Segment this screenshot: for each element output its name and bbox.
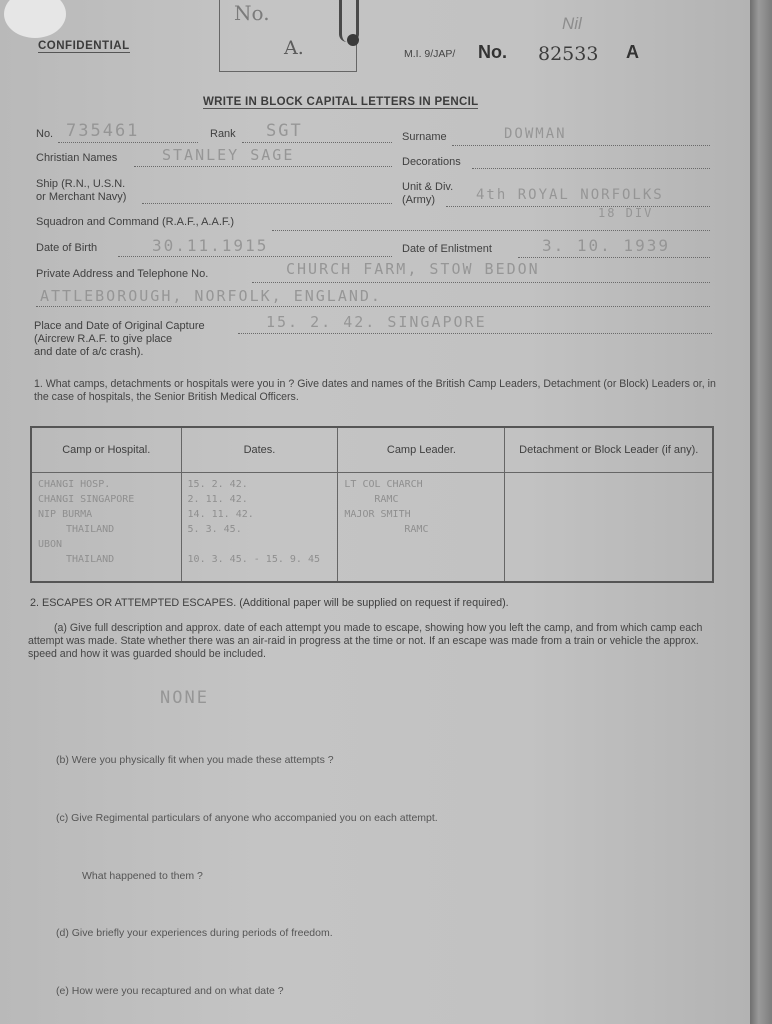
dob-label: Date of Birth bbox=[36, 242, 98, 254]
no-label: No. bbox=[36, 128, 54, 140]
surname-line bbox=[452, 145, 710, 146]
enlistment-line bbox=[518, 257, 710, 258]
ship-label-2: or Merchant Navy) bbox=[36, 191, 127, 203]
christian-names-value[interactable]: STANLEY SAGE bbox=[162, 146, 295, 164]
enlistment-label: Date of Enlistment bbox=[402, 243, 492, 255]
camps-table-header bbox=[31, 427, 713, 473]
rank-label: Rank bbox=[210, 128, 236, 140]
col-detachment-header: Detachment or Block Leader (if any). bbox=[505, 427, 713, 473]
dob-line bbox=[118, 256, 392, 257]
dob-value[interactable]: 30.11.1915 bbox=[152, 236, 269, 255]
decorations-label: Decorations bbox=[402, 156, 461, 168]
serial-suffix: A bbox=[626, 42, 639, 62]
capture-label-3: and date of a/c crash). bbox=[34, 346, 144, 358]
col-dates-header: Dates. bbox=[181, 427, 338, 473]
unit-label-2: (Army) bbox=[402, 194, 435, 206]
decorations-line bbox=[472, 168, 710, 169]
address-label: Private Address and Telephone No. bbox=[36, 268, 209, 280]
page-edge bbox=[750, 0, 772, 1024]
unit-value-2[interactable]: 18 DIV bbox=[598, 206, 654, 220]
ship-label-1: Ship (R.N., U.S.N. bbox=[36, 178, 126, 190]
capture-line bbox=[238, 333, 712, 334]
squadron-line bbox=[272, 230, 710, 231]
col-camp-header: Camp or Hospital. bbox=[31, 427, 181, 473]
confidential-label: CONFIDENTIAL bbox=[38, 40, 130, 52]
capture-label-2: (Aircrew R.A.F. to give place bbox=[34, 333, 173, 345]
leader-cell[interactable]: LT COL CHARCH RAMC MAJOR SMITH RAMC bbox=[338, 473, 505, 583]
christian-names-label: Christian Names bbox=[36, 152, 118, 164]
address-value-1[interactable]: CHURCH FARM, STOW BEDON bbox=[286, 260, 540, 278]
pencil-note: Nil bbox=[562, 14, 582, 33]
tag-knot bbox=[347, 34, 359, 46]
dates-cell[interactable]: 15. 2. 42. 2. 11. 42. 14. 11. 42. 5. 3. 45. 10. 3. 45. - 15. 9. 45 bbox=[181, 473, 338, 583]
no-value[interactable]: 735461 bbox=[66, 121, 140, 141]
camp-cell[interactable]: CHANGI HOSP. CHANGI SINGAPORE NIP BURMA THAILAND UBON THAILAND bbox=[31, 473, 181, 583]
no-line bbox=[58, 142, 198, 143]
section2-e: (e) How were you recaptured and on what date ? bbox=[56, 985, 284, 997]
serial-prefix: No. bbox=[478, 42, 507, 62]
section2-d: (d) Give briefly your experiences during periods of freedom. bbox=[56, 927, 333, 939]
section2-c: (c) Give Regimental particulars of anyone who accompanied you on each attempt. bbox=[56, 812, 438, 824]
stamp-box bbox=[219, 0, 357, 72]
ship-line bbox=[142, 203, 392, 204]
address-line-1 bbox=[252, 282, 710, 283]
capture-value[interactable]: 15. 2. 42. SINGAPORE bbox=[266, 313, 487, 331]
col-leader-header: Camp Leader. bbox=[338, 427, 505, 473]
address-line-2 bbox=[36, 306, 710, 307]
camps-table bbox=[30, 426, 714, 583]
instruction-heading: WRITE IN BLOCK CAPITAL LETTERS IN PENCIL bbox=[203, 96, 479, 108]
section2-c2: What happened to them ? bbox=[82, 870, 203, 882]
rank-line bbox=[242, 142, 392, 143]
punch-hole bbox=[4, 0, 66, 38]
christian-names-line bbox=[134, 166, 392, 167]
section1-question: 1. What camps, detachments or hospitals were you in ? Give dates and names of the British Camp Leaders, Detachment (or Block) Leaders or, in the case of hospitals, the Senior British Medical Officers. bbox=[34, 378, 716, 403]
section2-a-text: (a) Give full description and approx. date of each attempt you made to escape, showing how you left the camp, and from which camp each attempt was made. State whether there was an air-raid in progress at the time or not. If an escape was made from a train or vehicle the approx. speed and how it was guarded should be included. bbox=[28, 622, 703, 660]
section2-a-answer[interactable]: NONE bbox=[160, 688, 209, 708]
surname-value[interactable]: DOWMAN bbox=[504, 126, 567, 142]
address-value-2[interactable]: ATTLEBOROUGH, NORFOLK, ENGLAND. bbox=[40, 287, 382, 305]
enlistment-value[interactable]: 3. 10. 1939 bbox=[542, 236, 670, 255]
unit-label-1: Unit & Div. bbox=[402, 181, 454, 193]
camps-table-row bbox=[31, 473, 713, 583]
squadron-label: Squadron and Command (R.A.F., A.A.F.) bbox=[36, 216, 235, 228]
stamp-no: No. bbox=[234, 1, 270, 25]
stamp-letter: A. bbox=[284, 37, 304, 59]
section2-heading: 2. ESCAPES OR ATTEMPTED ESCAPES. (Additional paper will be supplied on request if required). bbox=[30, 597, 509, 609]
detachment-cell[interactable] bbox=[505, 473, 713, 583]
rank-value[interactable]: SGT bbox=[266, 121, 303, 141]
section2-b: (b) Were you physically fit when you made these attempts ? bbox=[56, 754, 334, 766]
unit-line bbox=[446, 206, 710, 207]
serial-number: 82533 bbox=[538, 43, 599, 65]
unit-value-1[interactable]: 4th ROYAL NORFOLKS bbox=[476, 187, 664, 203]
surname-label: Surname bbox=[402, 131, 447, 143]
form-reference: M.I. 9/JAP/ bbox=[404, 48, 456, 60]
capture-label-1: Place and Date of Original Capture bbox=[34, 320, 205, 332]
